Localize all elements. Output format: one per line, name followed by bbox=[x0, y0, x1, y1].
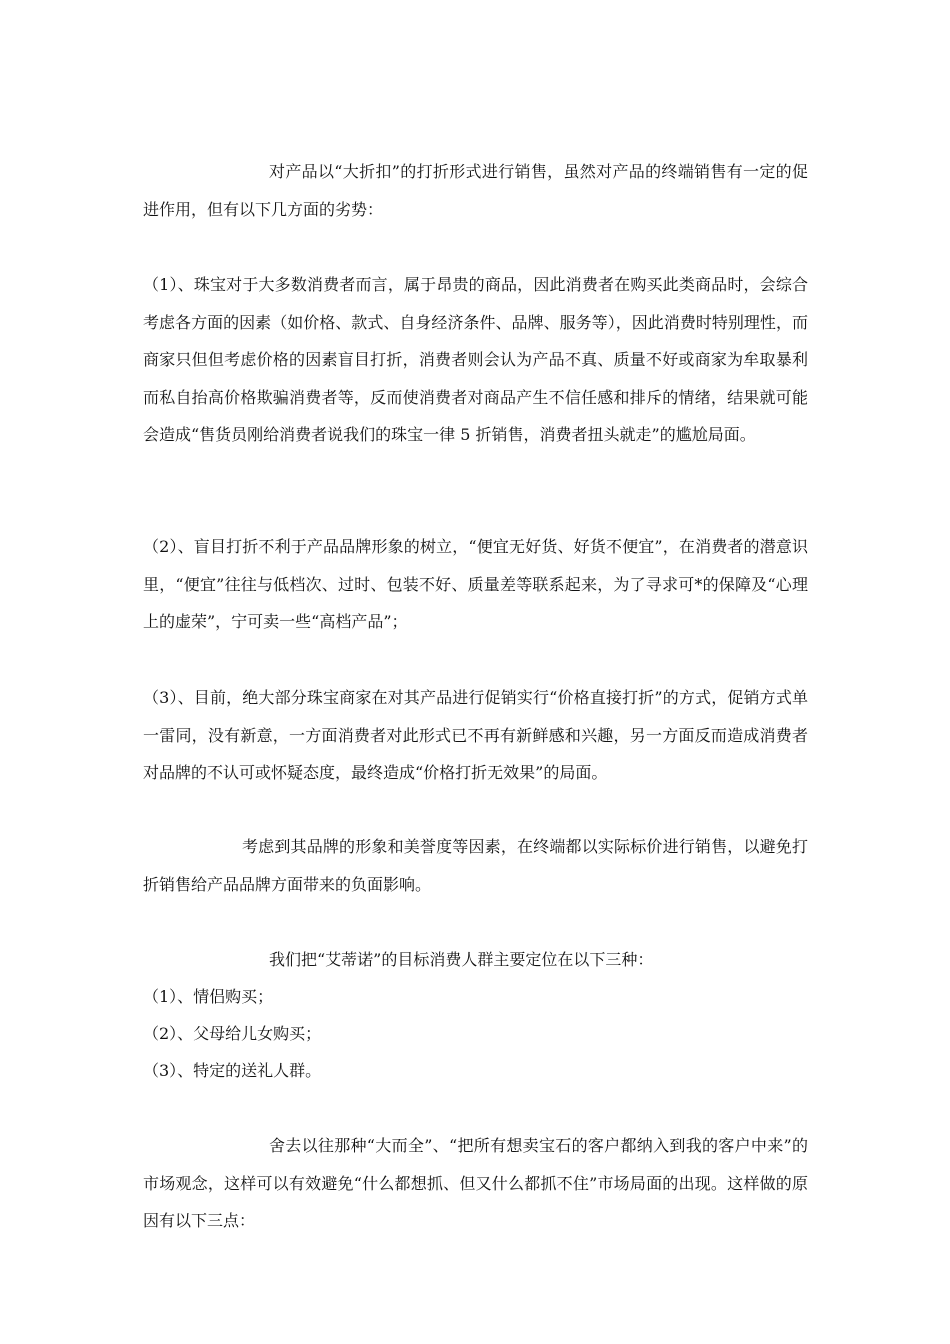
paragraph-discount-disadvantages: 对产品以“大折扣”的打折形式进行销售，虽然对产品的终端销售有一定的促进作用，但有以下几方面的劣势： bbox=[143, 162, 808, 219]
paragraph-actual-price: 考虑到其品牌的形象和美誉度等因素，在终端都以实际标价进行销售，以避免打折销售给产品品牌方面带来的负面影响。 bbox=[143, 837, 808, 894]
list-item: （2）、父母给儿女购买； bbox=[143, 1024, 322, 1043]
paragraph-market-concept: 舍去以往那种“大而全”、“把所有想卖宝石的客户都纳入到我的客户中来”的市场观念，这样可以有效避免“什么都想抓、但又什么都抓不住”市场局面的出现。这样做的原因有以下三点： bbox=[143, 1136, 808, 1230]
paragraph-point-1: （1）、珠宝对于大多数消费者而言，属于昂贵的商品，因此消费者在购买此类商品时，会综合考虑各方面的因素（如价格、款式、自身经济条件、品牌、服务等），因此消费时特别理性，而商家只但但考虑价格的因素盲目打折，消费者则会认为产品不真、质量不好或商家为牟取暴利而私自抬高价格欺骗消费者等，反而使消费者对商品产生不信任感和排斥的情绪，结果就可能会造成“售货员刚给消费者说我们的珠宝一律 5 折销售，消费者扭头就走”的尴尬局面。 bbox=[143, 275, 808, 444]
paragraph-point-3: （3）、目前，绝大部分珠宝商家在对其产品进行促销实行“价格直接打折”的方式，促销方式单一雷同，没有新意，一方面消费者对此形式已不再有新鲜感和兴趣，另一方面反而造成消费者对品牌的不认可或怀疑态度，最终造成“价格打折无效果”的局面。 bbox=[143, 688, 808, 782]
paragraph-target-groups-intro: 我们把“艾蒂诺”的目标消费人群主要定位在以下三种： bbox=[269, 950, 654, 969]
paragraph-point-2: （2）、盲目打折不利于产品品牌形象的树立，“便宜无好货、好货不便宜”，在消费者的潜意识里，“便宜”往往与低档次、过时、包装不好、质量差等联系起来，为了寻求可*的保障及“心理上的虚荣”，宁可卖一些“高档产品”； bbox=[143, 537, 808, 631]
list-item: （1）、情侣购买； bbox=[143, 987, 274, 1006]
list-item: （3）、特定的送礼人群。 bbox=[143, 1061, 322, 1080]
